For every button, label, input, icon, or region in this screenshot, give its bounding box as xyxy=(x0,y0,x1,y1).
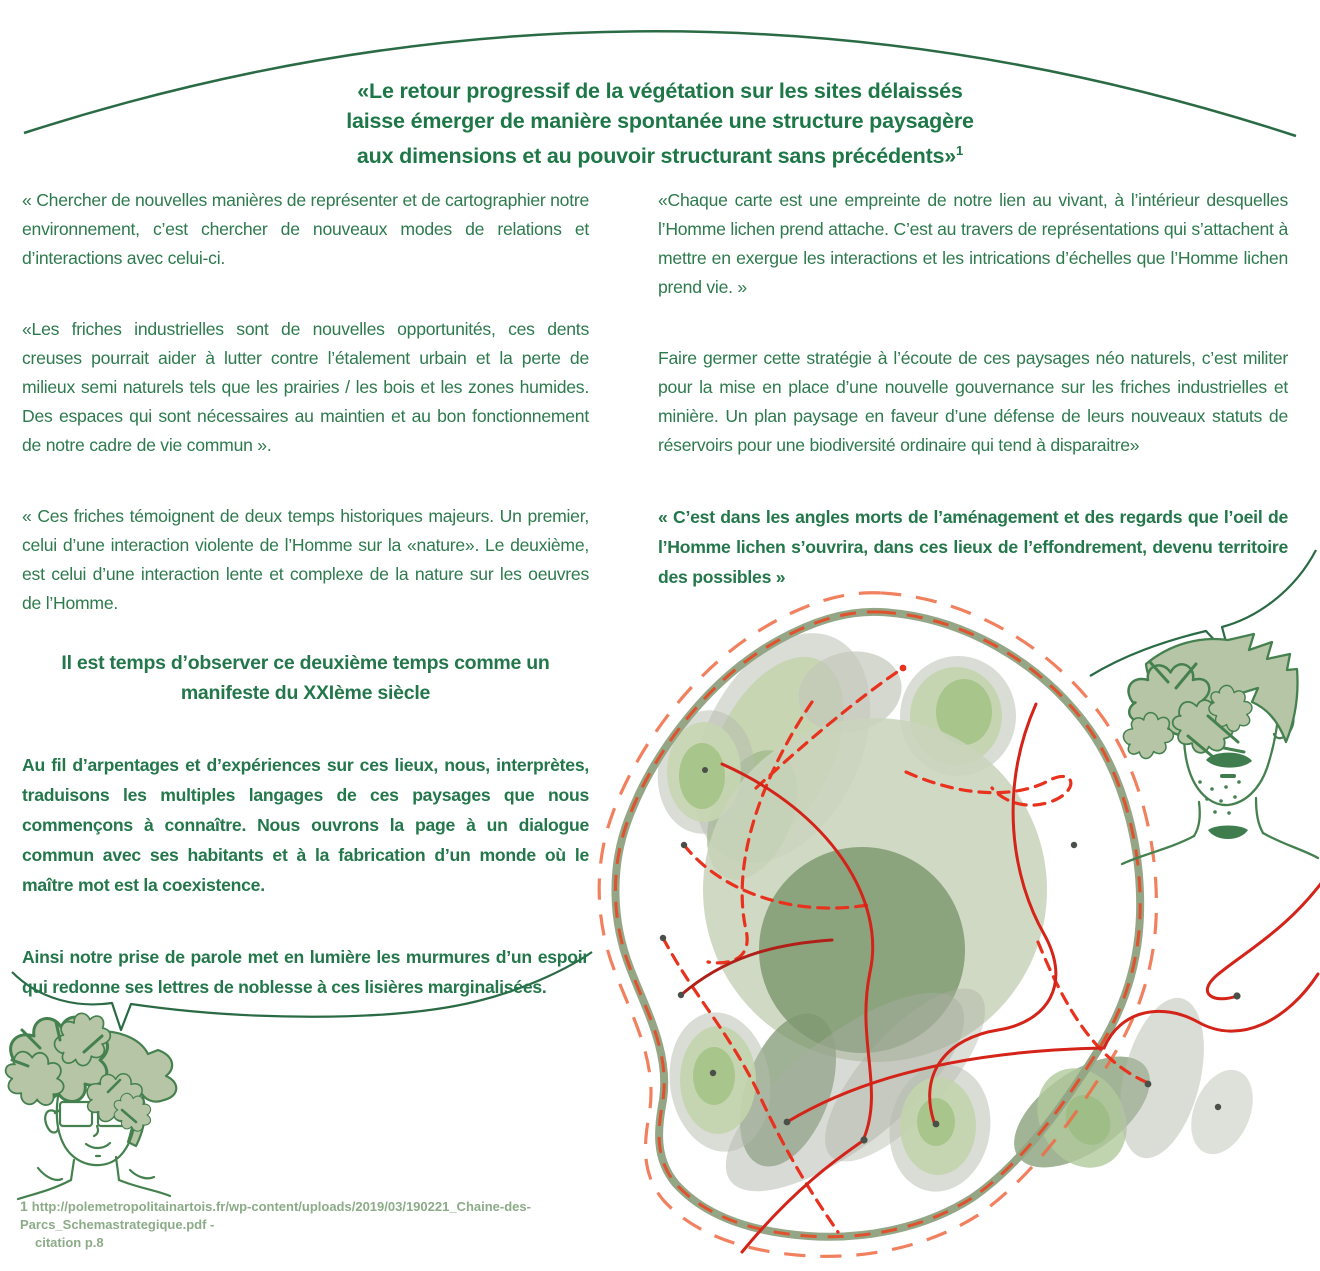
map-illustration xyxy=(599,593,1320,1257)
footnote-line-1: 1 http://polemetropolitainartois.fr/wp-content/uploads/2019/03/190221_Chaine-des-Parcs_Schemastrategique.pdf - xyxy=(20,1198,531,1232)
paragraph-chercher: « Chercher de nouvelles manières de représenter et de cartographier notre environnement, c’est chercher de nouveaux modes de relations et d’interactions avec celui-ci. xyxy=(22,190,589,268)
spiky-hair xyxy=(1146,634,1298,742)
homme-lichen-left-illustration xyxy=(0,1005,176,1199)
quote-line-1: «Le retour progressif de la végétation sur les sites délaissés xyxy=(357,79,963,103)
face-outline xyxy=(1184,706,1279,805)
hair-with-ponytail xyxy=(41,1031,177,1146)
page-title-quote xyxy=(318,76,1002,171)
footnote-reference: 1 xyxy=(956,143,964,158)
footnote-number: 1 xyxy=(20,1198,28,1214)
ear-right xyxy=(136,1107,147,1126)
mouth-bar xyxy=(1220,774,1236,778)
smile xyxy=(86,1143,110,1156)
paragraph-deux-temps: « Ces friches témoignent de deux temps historiques majeurs. Un premier, celui d’une interaction violente de l’Homme sur la «nature». Le deuxième, est celui d’une interaction lente et complexe de la nature sur les oeuvres de l’Homme. xyxy=(22,506,589,613)
glasses xyxy=(55,1102,136,1126)
footnote-line-2: citation p.8 xyxy=(35,1235,104,1250)
map-vegetation-blobs xyxy=(650,604,1265,1224)
hair-flicks xyxy=(38,1168,154,1180)
lichen-over-right-eye xyxy=(87,1074,158,1138)
map-red-paths xyxy=(681,704,1320,1252)
footnote xyxy=(20,1197,660,1252)
map-outer-dashed-orange xyxy=(599,593,1156,1257)
ear xyxy=(1274,710,1293,738)
face-outline xyxy=(57,1096,137,1165)
ear-left xyxy=(45,1110,58,1132)
homme-lichen-right-illustration xyxy=(1118,634,1318,864)
chin-freckles xyxy=(1198,780,1241,815)
heading-manifeste: Il est temps d’observer ce deuxième temps comme un manifeste du XXIème siècle xyxy=(61,652,550,704)
shoulder-lines xyxy=(1122,833,1318,864)
paragraph-angles-morts: « C’est dans les angles morts de l’aménagement et des regards que l’oeil de l’Homme lichen s’ouvrira, dans ces lieux de l’effondrement, devenu territoire des possibles » xyxy=(658,507,1288,587)
map-border xyxy=(615,612,1140,1237)
paragraph-chaque-carte: «Chaque carte est une empreinte de notre lien au vivant, à l’intérieur desquelles l’Homme lichen prend attache. C’est au travers de représentations qui s’attachent à mettre en exergue les interactions et les intrications d’échelles que l’Homme lichen prend vie. » xyxy=(658,190,1288,297)
neck-lines xyxy=(1194,798,1263,836)
mouth xyxy=(1206,753,1252,768)
paragraph-faire-germer: Faire germer cette stratégie à l’écoute de ces paysages néo naturels, c’est militer pour la mise en place d’une nouvelle gouvernance sur les friches industrielles et minière. Un plan paysage en faveur d’une défense de leurs nouveaux statuts de réservoirs pour une biodiversité ordinaire qui tend à disparaitre» xyxy=(658,348,1288,455)
map-dots xyxy=(660,665,1241,1144)
lichen-over-eyes xyxy=(1118,662,1258,764)
left-text-column xyxy=(22,186,589,1032)
collar xyxy=(1208,826,1248,840)
map-border-dashed-red xyxy=(615,612,1140,1237)
paragraph-friches-industrielles: «Les friches industrielles sont de nouvelles opportunités, ces dents creuses pourrait aider à lutter contre l’étalement urbain et la perte de milieux semi naturels tels que les prairies / les bois et les zones humides. Des espaces qui sont nécessaires au maintien et au bon fonctionnement de notre cadre de vie commun ». xyxy=(22,319,589,455)
map-dashed-red-paths xyxy=(663,670,1146,1232)
right-text-column xyxy=(658,186,1288,622)
nose xyxy=(94,1126,98,1136)
neck-lines xyxy=(71,1157,119,1180)
paragraph-murmures: Ainsi notre prise de parole met en lumière les murmures d’un espoir qui redonne ses lettres de noblesse à ces lisières marginalisées. xyxy=(22,947,589,997)
quote-line-2: laisse émerger de manière spontanée une structure paysagère xyxy=(346,109,974,133)
quote-line-3: aux dimensions et au pouvoir structurant sans précédents»$^1$ xyxy=(356,143,964,169)
paragraph-arpentages: Au fil d’arpentages et d’expériences sur ces lieux, nous, interprètes, traduisons les multiples langages de ces paysages que nous commençons à connaître. Nous ouvrons la page à un dialogue commun avec ses habitants et à la fabrication d’un monde où le maître mot est la coexistence. xyxy=(22,755,589,895)
